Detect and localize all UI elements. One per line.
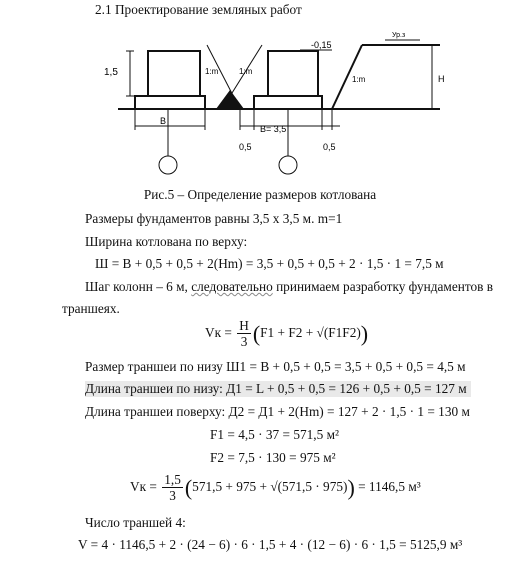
- excavation-figure: [0, 20, 520, 200]
- equation-vk-value: Vк = $\frac{1,5}{3}$ (571,5 + 975 + √(571,5 · 975)) = 1146,5 м³: [130, 472, 421, 504]
- paragraph-width-title: Ширина котлована по верху:: [85, 234, 248, 249]
- label-gap2: 0,5: [323, 142, 336, 152]
- text-part: принимаем разработку фундаментов в: [276, 279, 494, 294]
- paragraph-trench-count: Число траншей 4:: [85, 515, 186, 530]
- paragraph-trenches: траншеях.: [62, 301, 120, 316]
- label-m1: 1:m: [205, 67, 219, 76]
- paragraph-dimensions: Размеры фундаментов равны 3,5 х 3,5 м. m=1: [85, 211, 343, 226]
- label-ground-level: Ур.з: [392, 32, 406, 39]
- label-level-mark: -0,15: [311, 40, 332, 50]
- equation-total-volume: V = 4 · 1146,5 + 2 · (24 − 6) · 6 · 1,5 + 4 · (12 − 6) · 6 · 1,5 = 5125,9 м³: [78, 537, 463, 552]
- label-H: H: [438, 74, 445, 84]
- eq-lhs: Vк =: [130, 479, 157, 494]
- fraction: [237, 318, 251, 349]
- equation-f1: F1 = 4,5 · 37 = 571,5 м²: [210, 427, 339, 442]
- paragraph-bottom-width: Размер траншеи по низу Ш1 = B + 0,5 + 0,5 = 3,5 + 0,5 + 0,5 = 4,5 м: [85, 359, 466, 374]
- label-m3: 1:m: [352, 75, 366, 84]
- paragraph-column-step: [85, 279, 493, 295]
- label-m2: 1:m: [239, 67, 253, 76]
- label-B-dim: B= 3,5: [260, 124, 287, 134]
- eq-lhs: Vк =: [205, 325, 232, 340]
- paragraph-bottom-length: Длина траншеи по низу: Д1 = L + 0,5 + 0,5 = 126 + 0,5 + 0,5 = 127 м: [85, 381, 471, 397]
- frac-num: H: [239, 318, 249, 334]
- frac-den: 3: [240, 334, 248, 350]
- eq-body: F1 + F2 + √(F1F2): [260, 325, 361, 340]
- text-part: следовательно: [191, 279, 273, 294]
- label-B: B: [160, 116, 167, 126]
- figure-caption: Рис.5 – Определение размеров котлована: [143, 187, 377, 202]
- frac-num: 1,5: [164, 472, 181, 488]
- eq-body: 571,5 + 975 + √(571,5 · 975): [192, 479, 348, 494]
- label-h-left: 1,5: [104, 67, 118, 78]
- label-gap1: 0,5: [239, 142, 252, 152]
- eq-rhs: = 1146,5 м³: [358, 479, 421, 494]
- equation-vk: Vк = $\frac{H}{3}$ (F1 + F2 + √(F1F2)): [205, 318, 369, 350]
- equation-f2: F2 = 7,5 · 130 = 975 м²: [210, 450, 336, 465]
- section-title: 2.1 Проектирование земляных работ: [95, 2, 302, 17]
- fraction: [162, 472, 183, 503]
- text-part: Шаг колонн – 6 м,: [85, 279, 188, 294]
- paragraph-top-length: Длина траншеи поверху: Д2 = Д1 + 2(Hm) = 127 + 2 · 1,5 · 1 = 130 м: [85, 404, 470, 419]
- frac-den: 3: [169, 488, 176, 504]
- equation-width: Ш = B + 0,5 + 0,5 + 2(Hm) = 3,5 + 0,5 + 0,5 + 2 · 1,5 · 1 = 7,5 м: [95, 256, 444, 271]
